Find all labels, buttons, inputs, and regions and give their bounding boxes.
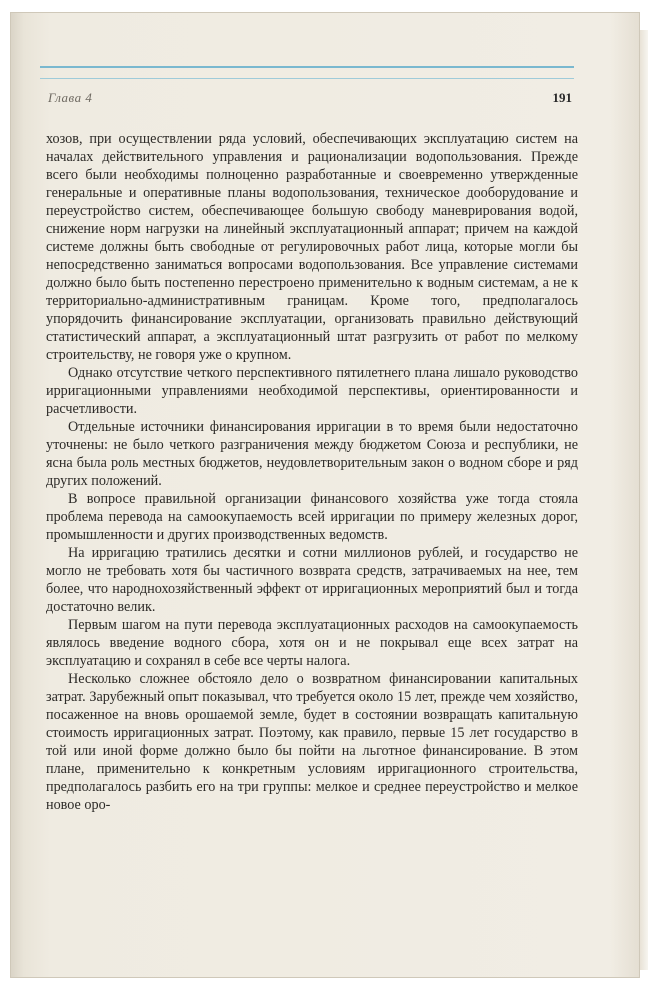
paragraph: На ирригацию тратились десятки и сотни миллионов рублей, и государство не могло не требовать хотя бы частичного возврата средств, затрачиваемых на нее, тем более, что народнохозяйственный эффект от ирригационных мероприятий был и тогда достаточно велик. [46, 545, 578, 615]
paragraph: Однако отсутствие четкого перспективного пятилетнего плана лишало руководство ирригационными управлениями необходимой перспективы, ориентированности и расчетливости. [46, 365, 578, 417]
paragraph: Первым шагом на пути перевода эксплуатационных расходов на самоокупаемость являлось введение водного сбора, хотя он и не покрывал еще всех затрат на эксплуатацию и сохранял в себе все черты налога. [46, 617, 578, 669]
paragraph: Несколько сложнее обстояло дело о возвратном финансировании капитальных затрат. Зарубежный опыт показывал, что требуется около 15 лет, прежде чем хозяйство, посаженное на вновь орошаемой земле, будет в состоянии возвращать капитальную стоимость ирригационных затрат. Поэтому, как правило, первые 15 лет государство в той или иной форме должно было бы пойти на льготное финансирование. В этом плане, применительно к конкретным условиям ирригационного строительства, предполагалось разбить его на три группы: мелкое и среднее переустройство и мелкое новое оро- [46, 671, 578, 813]
paragraph: Отдельные источники финансирования ирригации в то время были недостаточно уточнены: не было четкого разграничения между бюджетом Союза и республики, не ясна была роль местных бюджетов, неудовлетворительным закон о водном сборе и ряд других положений. [46, 419, 578, 489]
paragraph: В вопросе правильной организации финансового хозяйства уже тогда стояла проблема перевода на самоокупаемость всей ирригации по примеру железных дорог, промышленности и других производственных ведомств. [46, 491, 578, 543]
page-edge [640, 30, 648, 970]
header-rule [40, 66, 574, 68]
page-number: 191 [552, 90, 572, 105]
body-text [46, 130, 578, 814]
chapter-label: Глава 4 [48, 90, 93, 105]
header-rule-secondary [40, 78, 574, 79]
running-header [48, 90, 572, 110]
paragraph: хозов, при осуществлении ряда условий, обеспечивающих эксплуатацию систем на началах действительного управления и рационализации водопользования. Прежде всего были необходимы полноценно разработанные и своевременно утвержденные генеральные и оперативные планы водопользования, техническое дооборудование и переустройство систем, обеспечивающее большую свободу маневрирования водой, снижение норм нагрузки на линейный эксплуатационный аппарат; причем на каждой системе должны быть свободные от регулировочных работ лица, которые могли бы непосредственно заниматься вопросами водопользования. Все управление системами должно было быть постепенно перестроено применительно к водным системам, а не к территориально-административным границам. Кроме того, предполагалось упорядочить финансирование эксплуатации, организовать правильно действующий статистический аппарат, а эксплуатационный штат разгрузить от работ по мелкому строительству, не говоря уже о крупном. [46, 131, 578, 363]
